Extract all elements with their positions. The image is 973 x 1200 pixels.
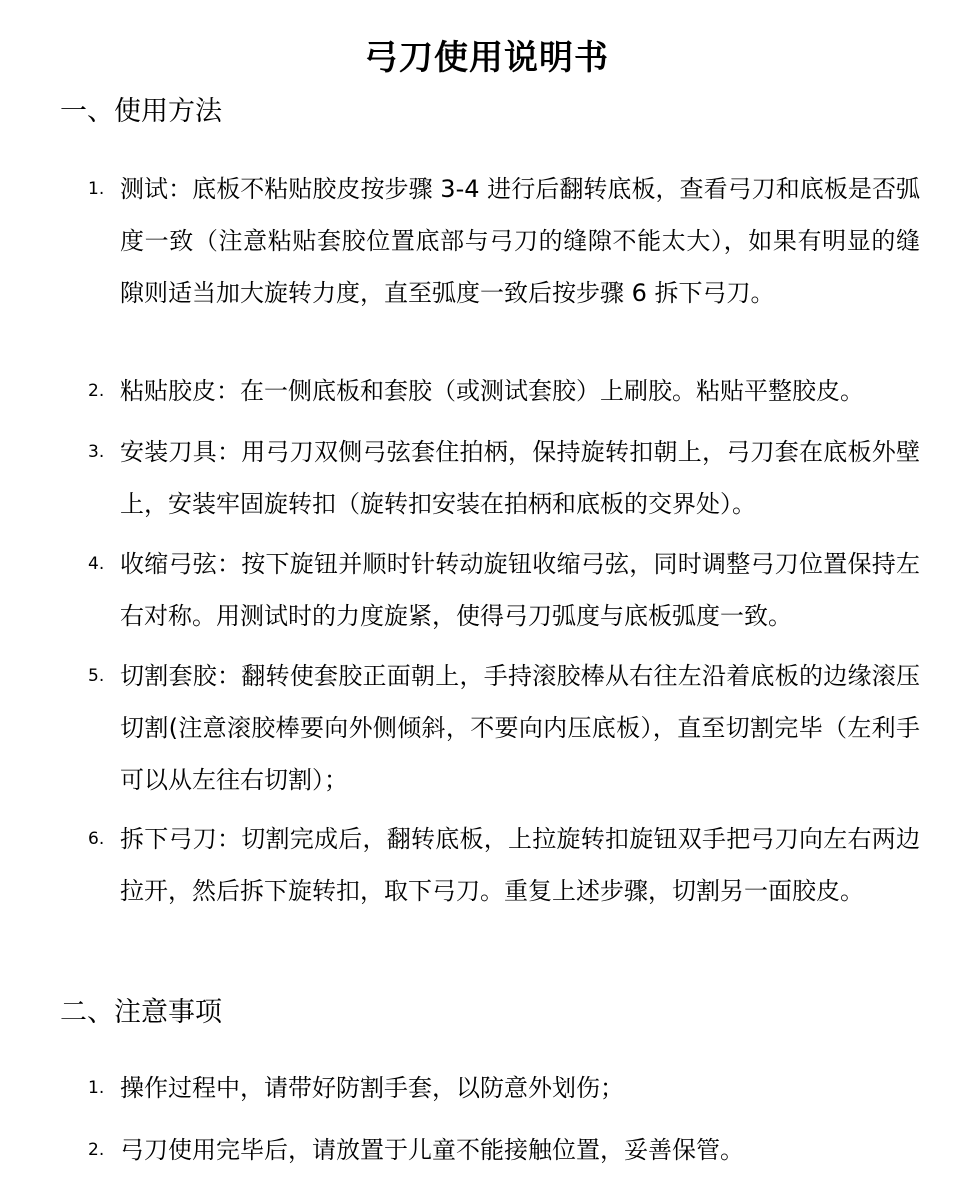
section-heading-notes: 二、注意事项 <box>60 997 222 1028</box>
list-item-number: 4. <box>88 554 105 574</box>
list-item-number: 3. <box>88 442 105 462</box>
list-item-text: 粘贴胶皮：在一侧底板和套胶（或测试套胶）上刷胶。粘贴平整胶皮。 <box>120 377 864 405</box>
section-heading-usage: 一、使用方法 <box>60 96 222 127</box>
list-item-text: 安装刀具：用弓刀双侧弓弦套住拍柄，保持旋转扣朝上，弓刀套在底板外壁上，安装牢固旋转扣（旋转扣安装在拍柄和底板的交界处）。 <box>120 438 920 518</box>
list-item-text: 拆下弓刀：切割完成后，翻转底板，上拉旋转扣旋钮双手把弓刀向左右两边拉开，然后拆下旋转扣，取下弓刀。重复上述步骤，切割另一面胶皮。 <box>120 825 920 905</box>
list-item-number: 1. <box>88 1078 105 1098</box>
list-item-text: 切割套胶：翻转使套胶正面朝上，手持滚胶棒从右往左沿着底板的边缘滚压切割(注意滚胶棒要向外侧倾斜，不要向内压底板），直至切割完毕（左利手可以从左往右切割）； <box>120 662 920 794</box>
list-item-text: 操作过程中，请带好防割手套，以防意外划伤； <box>120 1074 624 1102</box>
document-title: 弓刀使用说明书 <box>364 38 609 78</box>
list-item-text: 测试：底板不粘贴胶皮按步骤 3-4 进行后翻转底板，查看弓刀和底板是否弧度一致（注意粘贴套胶位置底部与弓刀的缝隙不能太大），如果有明显的缝隙则适当加大旋转力度，直至弧度一致后按步骤 6 拆下弓刀。 <box>120 175 920 307</box>
list-item-number: 6. <box>88 829 105 849</box>
list-item-number: 2. <box>88 381 105 401</box>
list-item-number: 2. <box>88 1140 105 1160</box>
list-item-number: 1. <box>88 179 105 199</box>
list-item-text: 弓刀使用完毕后，请放置于儿童不能接触位置，妥善保管。 <box>120 1136 744 1164</box>
list-item-text: 收缩弓弦：按下旋钮并顺时针转动旋钮收缩弓弦，同时调整弓刀位置保持左右对称。用测试时的力度旋紧，使得弓刀弧度与底板弧度一致。 <box>120 550 920 630</box>
list-item-number: 5. <box>88 666 105 686</box>
